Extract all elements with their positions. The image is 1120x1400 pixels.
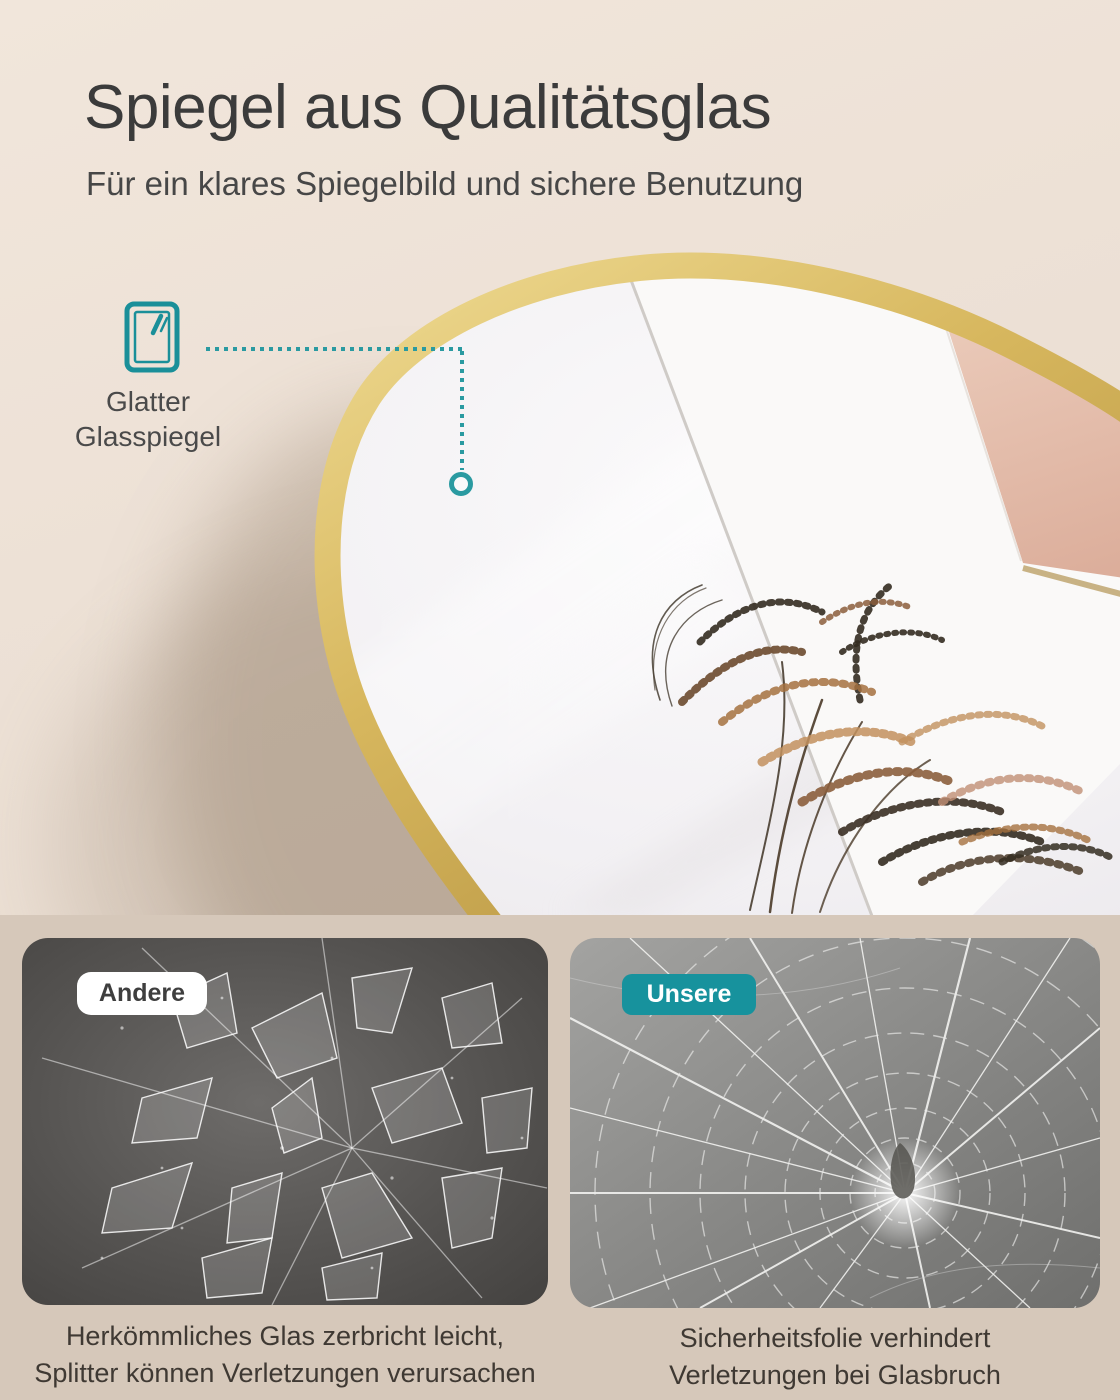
- caption-right-line2: Verletzungen bei Glasbruch: [669, 1360, 1001, 1390]
- callout-endpoint-circle: [449, 472, 473, 496]
- badge-andere: Andere: [77, 972, 207, 1015]
- callout-dotted-line-horizontal: [206, 347, 465, 351]
- safety-film-photo: [570, 938, 1100, 1308]
- comparison-section: [0, 915, 1120, 1400]
- page-subtitle: Für ein klares Spiegelbild und sichere Benutzung: [86, 165, 804, 202]
- caption-left-line1: Herkömmliches Glas zerbricht leicht,: [65, 1321, 505, 1351]
- page-title: Spiegel aus Qualitätsglas: [84, 73, 772, 142]
- callout-dotted-line-vertical: [460, 351, 464, 470]
- badge-unsere: Unsere: [622, 974, 756, 1015]
- broken-glass-photo: [22, 938, 548, 1305]
- caption-left: [5, 1318, 565, 1392]
- mirror-icon: [124, 301, 180, 373]
- callout-label-line1: Glatter: [105, 386, 191, 417]
- caption-right: [560, 1320, 1110, 1394]
- callout-label-line2: Glasspiegel: [74, 421, 222, 452]
- callout-label: [38, 384, 258, 454]
- caption-left-line2: Splitter können Verletzungen verursachen: [34, 1358, 536, 1388]
- caption-right-line1: Sicherheitsfolie verhindert: [679, 1323, 991, 1353]
